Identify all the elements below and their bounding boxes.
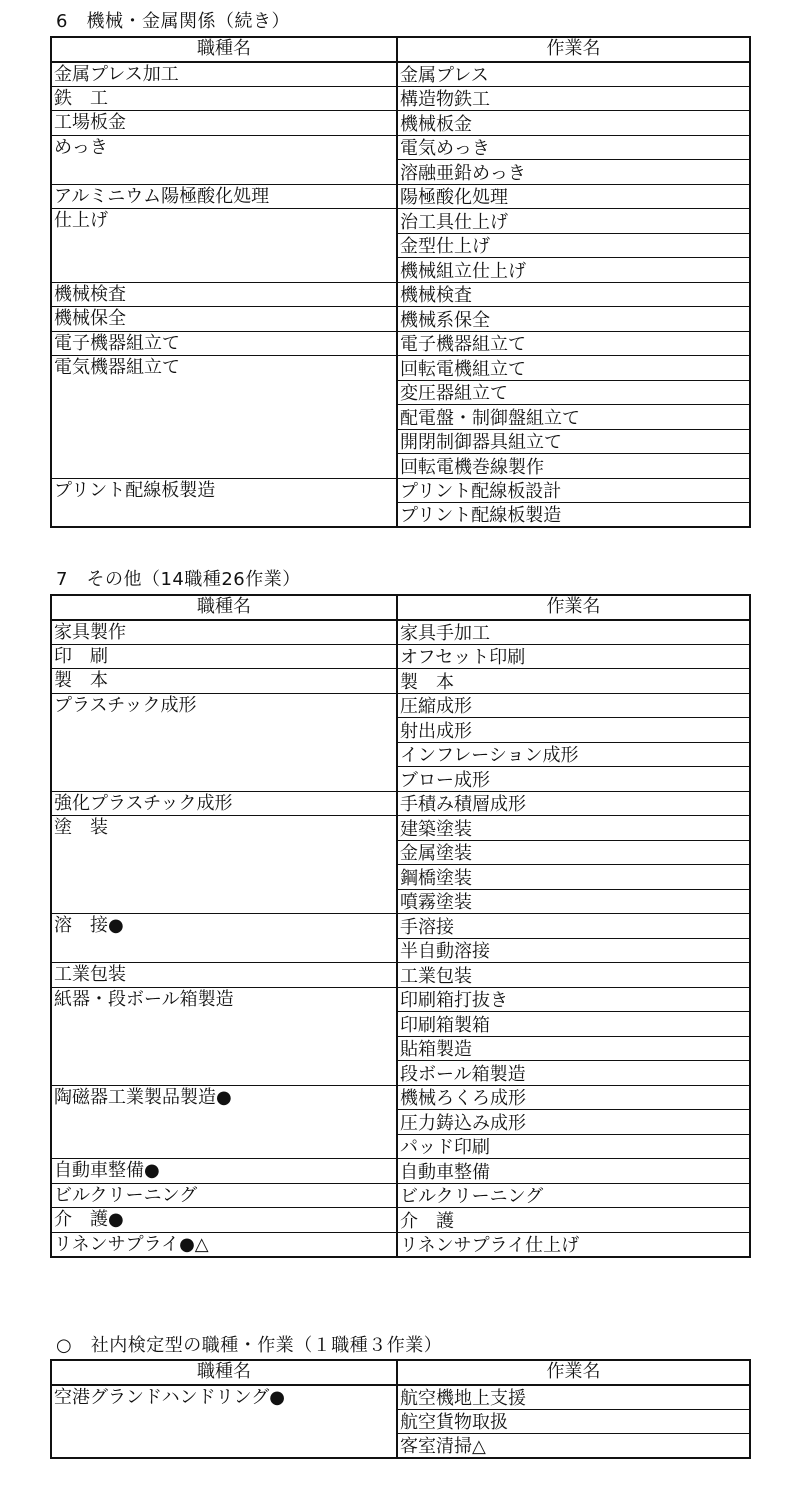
task-name-cell: 介 護 bbox=[397, 1208, 750, 1233]
task-name-cell: 治工具仕上げ bbox=[397, 209, 750, 234]
task-name-cell: 機械検査 bbox=[397, 282, 750, 307]
job-name-cell: 仕上げ bbox=[51, 209, 397, 283]
header-row bbox=[51, 1360, 750, 1385]
task-name-cell: 客室清掃△ bbox=[400, 1436, 486, 1457]
job-name-cell: 工場板金 bbox=[51, 111, 397, 136]
job-name-cell: 工業包装 bbox=[51, 963, 397, 988]
table-row bbox=[51, 693, 750, 718]
job-name-cell: 自動車整備● bbox=[51, 1159, 397, 1184]
task-name-cell: 電子機器組立て bbox=[397, 331, 750, 356]
task-name-cell: 工業包装 bbox=[397, 963, 750, 988]
task-name-cell: 航空貨物取扱 bbox=[397, 1409, 750, 1434]
section-6-table bbox=[50, 36, 751, 528]
task-name-cell: 溶融亜鉛めっき bbox=[397, 160, 750, 185]
section-inhouse-heading: ○ 社内検定型の職種・作業（１職種３作業） bbox=[56, 1335, 443, 1356]
job-name-cell: 金属プレス加工 bbox=[51, 62, 397, 87]
task-name-cell: 家具手加工 bbox=[397, 620, 750, 645]
table-row bbox=[51, 1085, 750, 1110]
table-row bbox=[51, 987, 750, 1012]
task-name-cell: 構造物鉄工 bbox=[397, 86, 750, 111]
task-name-cell: パッド印刷 bbox=[397, 1134, 750, 1159]
table-row bbox=[51, 914, 750, 939]
job-name-cell: 製 本 bbox=[51, 669, 397, 694]
table-row bbox=[51, 209, 750, 234]
task-name-cell: プリント配線板製造 bbox=[400, 505, 562, 526]
task-name-cell: ブロー成形 bbox=[397, 767, 750, 792]
column-header-task: 作業名 bbox=[397, 1360, 750, 1385]
table-row bbox=[51, 1385, 750, 1410]
task-name-cell: 自動車整備 bbox=[397, 1159, 750, 1184]
job-name-cell: 機械保全 bbox=[51, 307, 397, 332]
task-name-cell: 金属塗装 bbox=[397, 840, 750, 865]
job-name-cell: 強化プラスチック成形 bbox=[51, 791, 397, 816]
task-name-cell: 電気めっき bbox=[397, 135, 750, 160]
table-row bbox=[51, 356, 750, 381]
job-name-cell: リネンサプライ●△ bbox=[51, 1232, 397, 1257]
task-name-cell: 機械ろくろ成形 bbox=[397, 1085, 750, 1110]
task-name-cell: 金型仕上げ bbox=[397, 233, 750, 258]
column-header-job: 職種名 bbox=[51, 595, 397, 620]
table-row bbox=[51, 62, 750, 87]
table-row bbox=[51, 282, 750, 307]
section-7-heading: 7 その他（14職種26作業） bbox=[56, 569, 301, 590]
job-name-cell: 陶磁器工業製品製造● bbox=[51, 1085, 397, 1159]
table-row bbox=[51, 669, 750, 694]
table-row bbox=[51, 307, 750, 332]
table-row bbox=[51, 791, 750, 816]
task-name-cell: 変圧器組立て bbox=[397, 380, 750, 405]
job-name-cell: プリント配線板製造 bbox=[51, 478, 397, 527]
task-name-cell: 製 本 bbox=[397, 669, 750, 694]
job-name-cell: めっき bbox=[51, 135, 397, 184]
task-name-cell: 機械組立仕上げ bbox=[397, 258, 750, 283]
task-name-cell: 圧縮成形 bbox=[397, 693, 750, 718]
task-name-cell: 印刷箱製箱 bbox=[397, 1012, 750, 1037]
task-name-cell: 回転電機巻線製作 bbox=[397, 454, 750, 479]
job-name-cell: 紙器・段ボール箱製造 bbox=[51, 987, 397, 1085]
task-name-cell: プリント配線板設計 bbox=[397, 478, 750, 503]
table-row bbox=[51, 331, 750, 356]
task-name-cell: 段ボール箱製造 bbox=[397, 1061, 750, 1086]
table-row bbox=[51, 1232, 750, 1257]
column-header-task: 作業名 bbox=[397, 595, 750, 620]
task-name-cell: 半自動溶接 bbox=[397, 938, 750, 963]
job-name-cell: 印 刷 bbox=[51, 644, 397, 669]
column-header-task: 作業名 bbox=[397, 37, 750, 62]
section-6-heading: 6 機械・金属関係（続き） bbox=[56, 11, 290, 32]
job-name-cell: 電子機器組立て bbox=[51, 331, 397, 356]
task-name-cell: 印刷箱打抜き bbox=[397, 987, 750, 1012]
job-name-cell: 溶 接● bbox=[51, 914, 397, 963]
job-name-cell: ビルクリーニング bbox=[51, 1183, 397, 1208]
task-name-cell: オフセット印刷 bbox=[397, 644, 750, 669]
job-name-cell: 家具製作 bbox=[51, 620, 397, 645]
table-row bbox=[51, 135, 750, 160]
section-inhouse-table bbox=[50, 1359, 751, 1459]
task-name-cell: 鋼橋塗装 bbox=[397, 865, 750, 890]
table-row bbox=[51, 1159, 750, 1184]
task-name-cell: 射出成形 bbox=[397, 718, 750, 743]
task-name-cell: 金属プレス bbox=[397, 62, 750, 87]
job-name-cell: 鉄 工 bbox=[51, 86, 397, 111]
task-name-cell: 配電盤・制御盤組立て bbox=[397, 405, 750, 430]
job-name-cell: アルミニウム陽極酸化処理 bbox=[51, 184, 397, 209]
job-name-cell: プラスチック成形 bbox=[51, 693, 397, 791]
task-name-cell: インフレーション成形 bbox=[397, 742, 750, 767]
table-row bbox=[51, 184, 750, 209]
task-name-cell: 圧力鋳込み成形 bbox=[397, 1110, 750, 1135]
table-row bbox=[51, 1183, 750, 1208]
task-name-cell: 建築塗装 bbox=[397, 816, 750, 841]
table-row bbox=[51, 86, 750, 111]
table-row bbox=[51, 644, 750, 669]
task-name-cell: リネンサプライ仕上げ bbox=[400, 1234, 580, 1256]
table-row bbox=[51, 111, 750, 136]
task-name-cell: 陽極酸化処理 bbox=[397, 184, 750, 209]
column-header-job: 職種名 bbox=[51, 37, 397, 62]
job-name-cell: 機械検査 bbox=[51, 282, 397, 307]
section-7-table bbox=[50, 594, 751, 1258]
task-name-cell: 回転電機組立て bbox=[397, 356, 750, 381]
header-row bbox=[51, 37, 750, 62]
table-row bbox=[51, 478, 750, 503]
job-name-cell: 空港グランドハンドリング● bbox=[51, 1385, 397, 1459]
column-header-job: 職種名 bbox=[51, 1360, 397, 1385]
job-name-cell: 電気機器組立て bbox=[51, 356, 397, 479]
table-row bbox=[51, 1208, 750, 1233]
task-name-cell: 手溶接 bbox=[397, 914, 750, 939]
task-name-cell: 機械板金 bbox=[397, 111, 750, 136]
task-name-cell: 開閉制御器具組立て bbox=[397, 429, 750, 454]
task-name-cell: 貼箱製造 bbox=[397, 1036, 750, 1061]
task-name-cell: 航空機地上支援 bbox=[397, 1385, 750, 1410]
job-name-cell: 介 護● bbox=[51, 1208, 397, 1233]
table-row bbox=[51, 620, 750, 645]
table-row bbox=[51, 963, 750, 988]
job-name-cell: 塗 装 bbox=[51, 816, 397, 914]
task-name-cell: ビルクリーニング bbox=[397, 1183, 750, 1208]
task-name-cell: 手積み積層成形 bbox=[397, 791, 750, 816]
header-row bbox=[51, 595, 750, 620]
task-name-cell: 機械系保全 bbox=[397, 307, 750, 332]
task-name-cell: 噴霧塗装 bbox=[397, 889, 750, 914]
table-row bbox=[51, 816, 750, 841]
